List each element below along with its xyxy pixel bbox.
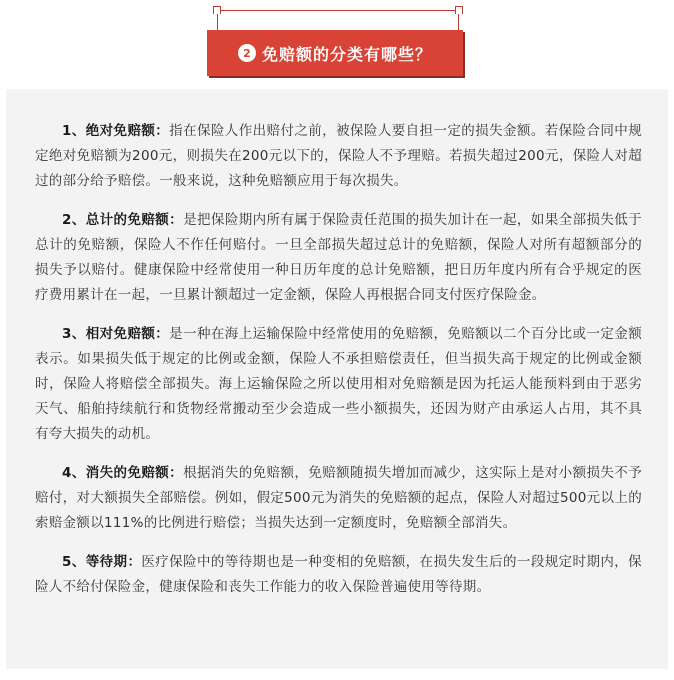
banner-bar [207, 30, 463, 76]
section-number-badge: 2 [238, 44, 256, 62]
paragraph-body: 是一种在海上运输保险中经常使用的免赔额，免赔额以二个百分比或一定金额表示。如果损失低于规定的比例或金额，保险人不承担赔偿责任，但当损失高于规定的比例或金额时，保险人将赔偿全部损失。海上运输保险之所以使用相对免赔额是因为托运人能预料到由于恶劣天气、船舶持续航行和货物经常搬动至少会造成一些小额损失，还因为财产由承运人占用，其不具有夸大损失的动机。 [35, 326, 642, 442]
banner-corner-decoration [455, 6, 463, 14]
paragraph-aggregate-deductible [35, 208, 642, 308]
paragraph-absolute-deductible [35, 119, 642, 194]
page-title: 免赔额的分类有哪些？ [261, 44, 432, 64]
banner-corner-decoration [213, 6, 221, 14]
paragraph-body: 根据消失的免赔额，免赔额随损失增加而减少，这实际上是对小额损失不予赔付，对大额损失全部赔偿。例如，假定500元为消失的免赔额的起点，保险人对超过500元以上的索赔金额以111%的比例进行赔偿；当损失达到一定额度时，免赔额全部消失。 [35, 465, 643, 531]
paragraph-heading: 4、消失的免赔额： [62, 465, 184, 481]
paragraph-heading: 1、绝对免赔额： [62, 123, 170, 139]
paragraph-waiting-period [35, 550, 642, 600]
paragraph-body: 指在保险人作出赔付之前，被保险人要自担一定的损失金额。若保险合同中规定绝对免赔额为200元，则损失在200元以下的，保险人不予理赔。若损失超过200元，保险人对超过的部分给予赔偿。一般来说，这种免赔额应用于每次损失。 [35, 123, 642, 189]
paragraph-relative-deductible [35, 322, 642, 447]
paragraph-heading: 2、总计的免赔额： [62, 212, 184, 228]
section-title-banner [207, 10, 473, 76]
paragraph-disappearing-deductible [35, 461, 642, 536]
paragraph-heading: 5、等待期： [62, 554, 142, 570]
paragraph-body: 医疗保险中的等待期也是一种变相的免赔额，在损失发生后的一段规定时期内，保险人不给付保险金，健康保险和丧失工作能力的收入保险普遍使用等待期。 [35, 554, 642, 595]
paragraph-heading: 3、相对免赔额： [62, 326, 170, 342]
paragraph-body: 是把保险期内所有属于保险责任范围的损失加计在一起，如果全部损失低于总计的免赔额，保险人不作任何赔付。一旦全部损失超过总计的免赔额，保险人对所有超额部分的损失予以赔付。健康保险中经常使用一种日历年度的总计免赔额，把日历年度内所有合乎规定的医疗费用累计在一起，一旦累计额超过一定金额，保险人再根据合同支付医疗保险金。 [35, 212, 643, 303]
content-panel [6, 89, 668, 669]
